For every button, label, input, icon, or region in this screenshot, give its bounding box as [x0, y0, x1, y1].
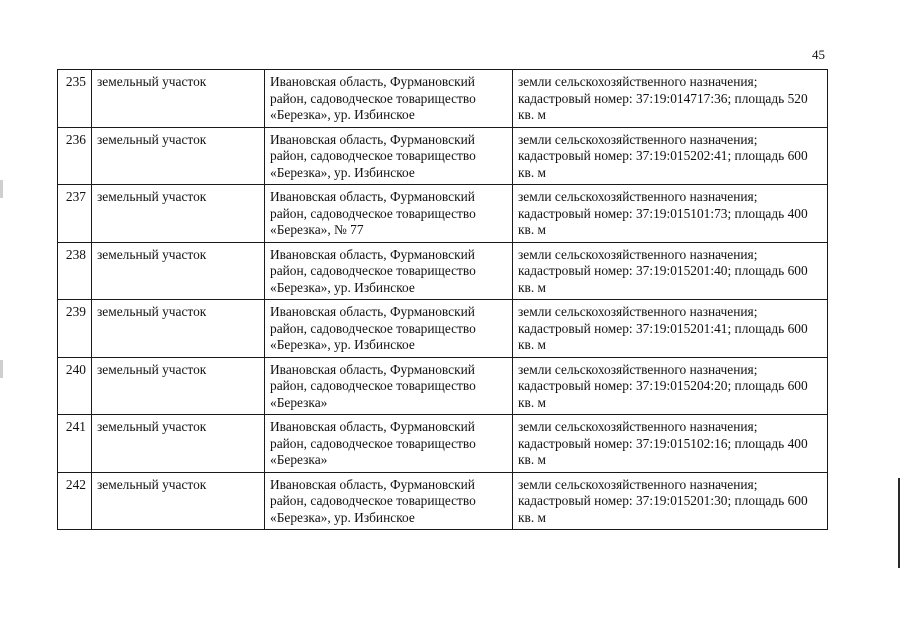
characteristics-cell: земли сельскохозяйственного назначения; кадастровый номер: 37:19:015101:73; площадь 400 кв. м — [513, 185, 828, 243]
address-cell: Ивановская область, Фурмановский район, садоводческое товарищество «Березка», ур. Избинское — [265, 300, 513, 358]
table-row — [58, 415, 828, 473]
row-number-cell: 238 — [58, 242, 92, 300]
row-number-cell: 241 — [58, 415, 92, 473]
table-row — [58, 300, 828, 358]
address-cell: Ивановская область, Фурмановский район, садоводческое товарищество «Березка», ур. Избинское — [265, 242, 513, 300]
characteristics-cell: земли сельскохозяйственного назначения; кадастровый номер: 37:19:015201:30; площадь 600 кв. м — [513, 472, 828, 530]
object-type-cell: земельный участок — [92, 70, 265, 128]
table-row — [58, 242, 828, 300]
scan-edge-mark — [898, 478, 900, 568]
land-plot-table — [57, 69, 828, 530]
row-number-cell: 242 — [58, 472, 92, 530]
object-type-cell: земельный участок — [92, 300, 265, 358]
row-number-cell: 237 — [58, 185, 92, 243]
address-cell: Ивановская область, Фурмановский район, садоводческое товарищество «Березка» — [265, 357, 513, 415]
table-row — [58, 70, 828, 128]
page-number: 45 — [812, 47, 825, 62]
address-cell: Ивановская область, Фурмановский район, садоводческое товарищество «Березка», ур. Избинское — [265, 127, 513, 185]
object-type-cell: земельный участок — [92, 242, 265, 300]
characteristics-cell: земли сельскохозяйственного назначения; кадастровый номер: 37:19:014717:36; площадь 520 кв. м — [513, 70, 828, 128]
address-cell: Ивановская область, Фурмановский район, садоводческое товарищество «Березка», ур. Избинское — [265, 472, 513, 530]
table-row — [58, 472, 828, 530]
table-row — [58, 127, 828, 185]
table-row — [58, 185, 828, 243]
address-cell: Ивановская область, Фурмановский район, садоводческое товарищество «Березка» — [265, 415, 513, 473]
object-type-cell: земельный участок — [92, 472, 265, 530]
characteristics-cell: земли сельскохозяйственного назначения; кадастровый номер: 37:19:015102:16; площадь 400 кв. м — [513, 415, 828, 473]
scan-edge-mark — [0, 360, 3, 378]
object-type-cell: земельный участок — [92, 127, 265, 185]
characteristics-cell: земли сельскохозяйственного назначения; кадастровый номер: 37:19:015204:20; площадь 600 кв. м — [513, 357, 828, 415]
row-number-cell: 239 — [58, 300, 92, 358]
row-number-cell: 240 — [58, 357, 92, 415]
table-row — [58, 357, 828, 415]
row-number-cell: 236 — [58, 127, 92, 185]
object-type-cell: земельный участок — [92, 185, 265, 243]
address-cell: Ивановская область, Фурмановский район, садоводческое товарищество «Березка», № 77 — [265, 185, 513, 243]
characteristics-cell: земли сельскохозяйственного назначения; кадастровый номер: 37:19:015202:41; площадь 600 кв. м — [513, 127, 828, 185]
row-number-cell: 235 — [58, 70, 92, 128]
characteristics-cell: земли сельскохозяйственного назначения; кадастровый номер: 37:19:015201:40; площадь 600 кв. м — [513, 242, 828, 300]
characteristics-cell: земли сельскохозяйственного назначения; кадастровый номер: 37:19:015201:41; площадь 600 кв. м — [513, 300, 828, 358]
address-cell: Ивановская область, Фурмановский район, садоводческое товарищество «Березка», ур. Избинское — [265, 70, 513, 128]
object-type-cell: земельный участок — [92, 415, 265, 473]
scan-edge-mark — [0, 180, 3, 198]
object-type-cell: земельный участок — [92, 357, 265, 415]
